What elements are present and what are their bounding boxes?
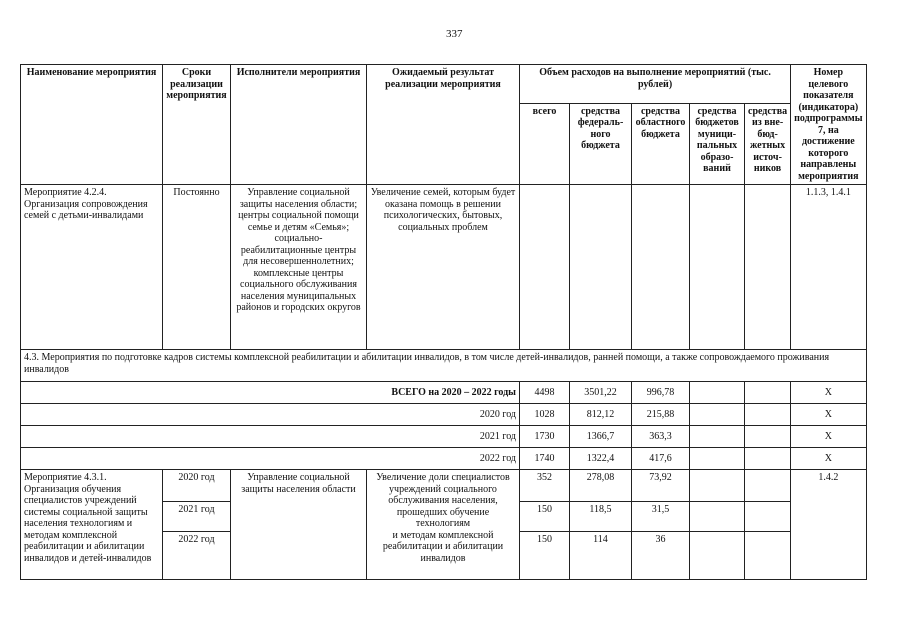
measure-424-regional <box>632 185 690 350</box>
measure-431-row-2020 <box>21 470 867 502</box>
year-2022-label: 2022 год <box>21 448 520 470</box>
header-extra: средства из вне-бюд-жетных источ-ников <box>745 103 791 184</box>
year-2022-municipal <box>690 448 745 470</box>
measure-431-year-2021: 2021 год <box>163 502 231 532</box>
measure-431-executors: Управление социальной защиты населения области <box>231 470 367 580</box>
page-number: 337 <box>446 28 463 40</box>
year-2020-indicator: Х <box>791 404 866 426</box>
measure-424-terms: Постоянно <box>163 185 231 350</box>
measure-431-2022-regional: 36 <box>632 532 690 580</box>
measure-431-2021-regional: 31,5 <box>632 502 690 532</box>
year-2020-sum: 1028 <box>520 404 570 426</box>
measure-431-year-2022: 2022 год <box>163 532 231 580</box>
header-row-1 <box>21 65 867 104</box>
measure-424-total <box>520 185 570 350</box>
header-executors: Исполнители мероприятия <box>231 65 367 185</box>
total-indicator: Х <box>791 382 866 404</box>
year-2022-row <box>21 448 867 470</box>
year-2022-indicator: Х <box>791 448 866 470</box>
year-2020-row <box>21 404 867 426</box>
measure-431-2020-municipal <box>690 470 745 502</box>
year-2022-federal: 1322,4 <box>570 448 632 470</box>
header-municipal: средства бюджетов муници-пальных образо-ваний <box>690 103 745 184</box>
year-2021-indicator: Х <box>791 426 866 448</box>
year-2020-federal: 812,12 <box>570 404 632 426</box>
header-terms: Сроки реализации мероприятия <box>163 65 231 185</box>
measure-424-federal <box>570 185 632 350</box>
measure-431-2021-federal: 118,5 <box>570 502 632 532</box>
year-2022-extra <box>745 448 791 470</box>
measure-431-2020-total: 352 <box>520 470 570 502</box>
total-row <box>21 382 867 404</box>
measure-424-executors: Управление социальной защиты населения области; центры социальной помощи семье и детям «Семья»; социально-реабилитационные центры для несовершеннолетних; комплексные центры социального обслуживания населения муниципальных районов и городских округов <box>231 185 367 350</box>
total-extra <box>745 382 791 404</box>
header-volume: Объем расходов на выполнение мероприятий (тыс. рублей) <box>520 65 791 104</box>
measure-431-year-2020: 2020 год <box>163 470 231 502</box>
year-2021-federal: 1366,7 <box>570 426 632 448</box>
section-43-title: 4.3. Мероприятия по подготовке кадров системы комплексной реабилитации и абилитации инвалидов, в том числе детей-инвалидов, ранней помощи, а также сопровождаемого проживания инвалидов <box>21 350 867 382</box>
year-2022-sum: 1740 <box>520 448 570 470</box>
total-municipal <box>690 382 745 404</box>
measure-431-name: Мероприятие 4.3.1. Организация обучения специалистов учреждений системы социальной защиты населения технологиям и методам комплексной реабилитации и абилитации инвалидов и детей-инвалидов <box>21 470 163 580</box>
measure-431-2022-total: 150 <box>520 532 570 580</box>
measure-424-result: Увеличение семей, которым будет оказана помощь в решении психологических, бытовых, социальных проблем <box>367 185 520 350</box>
year-2020-label: 2020 год <box>21 404 520 426</box>
header-total: всего <box>520 103 570 184</box>
total-sum: 4498 <box>520 382 570 404</box>
year-2020-regional: 215,88 <box>632 404 690 426</box>
measure-431-2020-federal: 278,08 <box>570 470 632 502</box>
measure-424-row <box>21 185 867 350</box>
measure-424-extra <box>745 185 791 350</box>
header-indicator: Номер целевого показателя (индикатора) подпрограммы 7, на достижение которого направлены мероприятия <box>791 65 866 185</box>
measure-424-indicator: 1.1.3, 1.4.1 <box>791 185 866 350</box>
year-2022-regional: 417,6 <box>632 448 690 470</box>
measure-431-2022-municipal <box>690 532 745 580</box>
total-regional: 996,78 <box>632 382 690 404</box>
section-43-row <box>21 350 867 382</box>
measure-424-name: Мероприятие 4.2.4. Организация сопровождения семей с детьми-инвалидами <box>21 185 163 350</box>
measures-table <box>20 64 867 580</box>
year-2020-municipal <box>690 404 745 426</box>
year-2021-row <box>21 426 867 448</box>
measure-431-2022-federal: 114 <box>570 532 632 580</box>
year-2021-label: 2021 год <box>21 426 520 448</box>
measure-431-2022-extra <box>745 532 791 580</box>
measure-431-result: Увеличение доли специалистов учреждений социального обслуживания населения, прошедших обучение технологиям и методам комплексной реабилитации и абилитации инвалидов <box>367 470 520 580</box>
total-federal: 3501,22 <box>570 382 632 404</box>
year-2021-regional: 363,3 <box>632 426 690 448</box>
measure-431-2021-municipal <box>690 502 745 532</box>
measure-431-2020-regional: 73,92 <box>632 470 690 502</box>
year-2021-sum: 1730 <box>520 426 570 448</box>
measure-431-2020-extra <box>745 470 791 502</box>
measure-431-2021-extra <box>745 502 791 532</box>
year-2021-extra <box>745 426 791 448</box>
year-2021-municipal <box>690 426 745 448</box>
header-result: Ожидаемый результат реализации мероприятия <box>367 65 520 185</box>
year-2020-extra <box>745 404 791 426</box>
header-federal: средства федераль-ного бюджета <box>570 103 632 184</box>
total-label: ВСЕГО на 2020 – 2022 годы <box>21 382 520 404</box>
header-name: Наименование мероприятия <box>21 65 163 185</box>
measure-431-2021-total: 150 <box>520 502 570 532</box>
measure-424-municipal <box>690 185 745 350</box>
measure-431-indicator: 1.4.2 <box>791 470 866 580</box>
header-regional: средства областного бюджета <box>632 103 690 184</box>
